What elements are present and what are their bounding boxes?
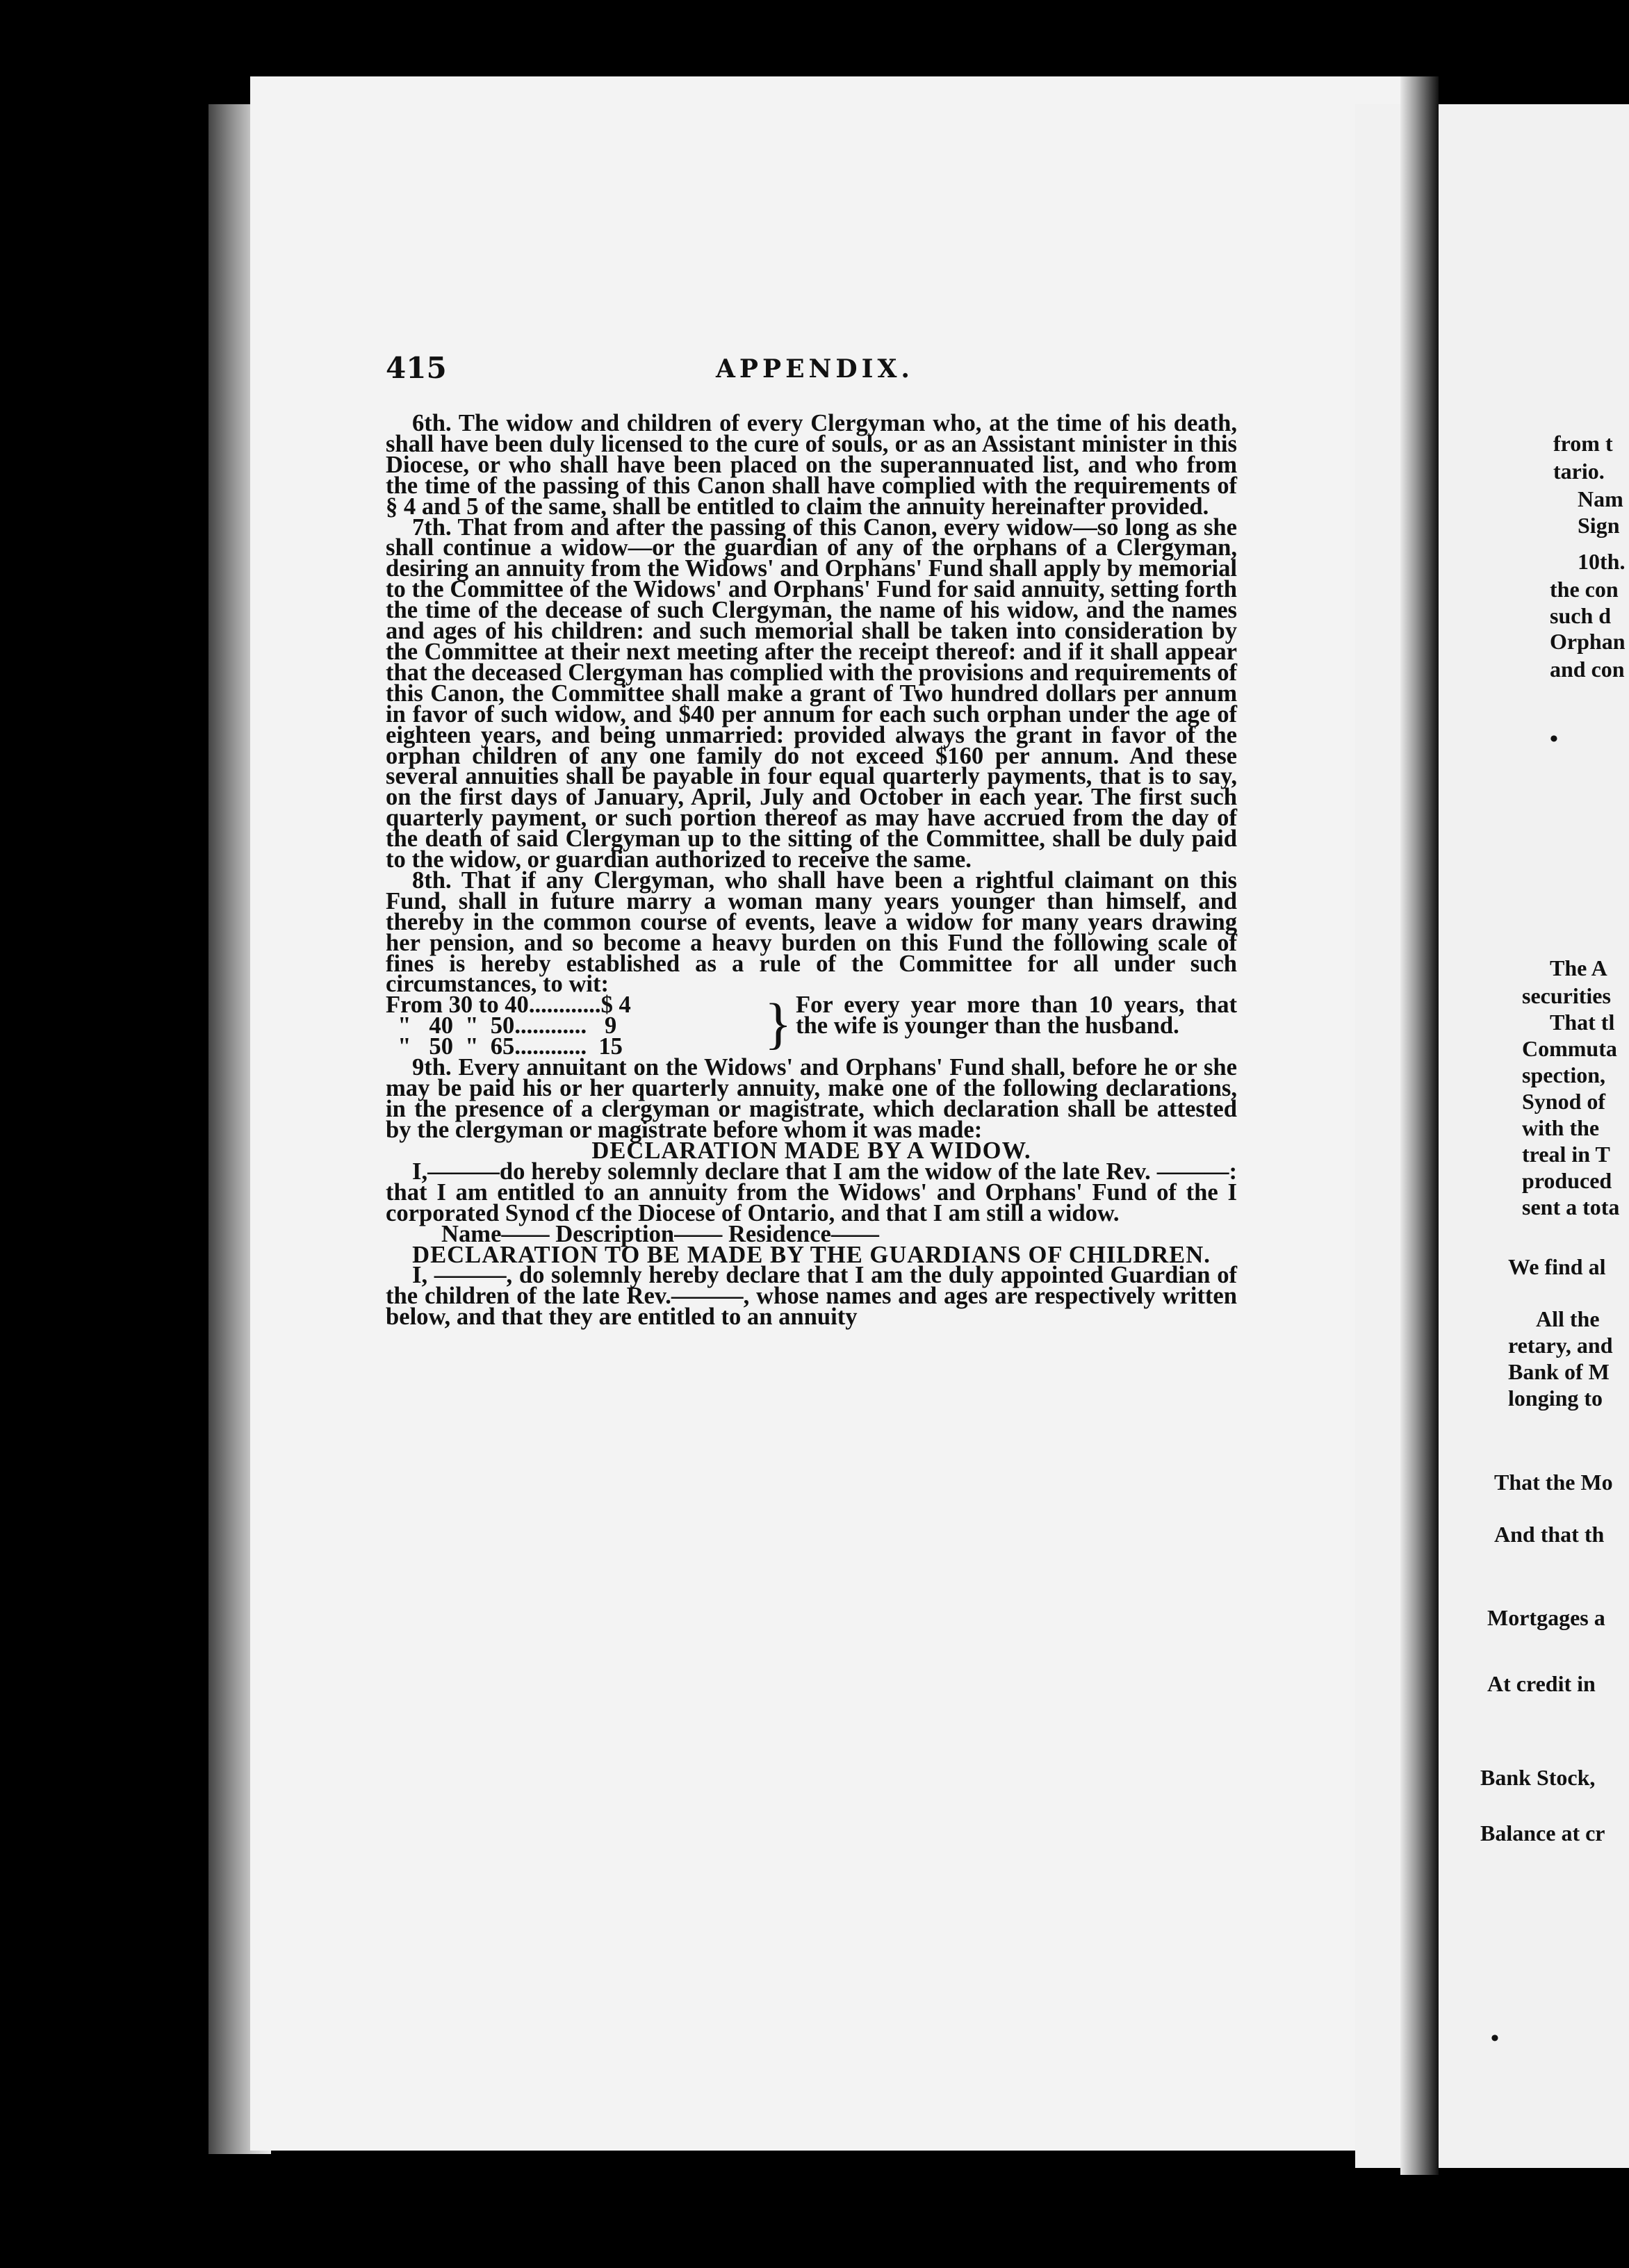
right-line: 10th.: [1578, 549, 1626, 574]
paragraph-6th: 6th. The widow and children of every Clergyman who, at the time of his death, shall have been duly licensed to the cure of souls, or as an Assistant minister in this Diocese, or who shall have been placed on the superannuated list, and who from the time of the passing of this Canon shall have complied with the requirements of § 4 and 5 of the same, shall be entitled to claim the annuity hereinafter provided.: [386, 410, 1237, 520]
fine-row: " 50 " 65............ 15: [386, 1033, 623, 1060]
bullet-mark-icon: •: [1550, 726, 1558, 752]
fines-rows: [386, 992, 761, 1060]
right-line: Orphan: [1550, 629, 1626, 654]
body-text: [386, 410, 1237, 1331]
paragraph-8th: 8th. That if any Clergyman, who shall have been a rightful claimant on this Fund, shall in future marry a woman many years younger than himself, and thereby in the common course of events, leave a widow for many years drawing her pension, and so become a heavy burden on this Fund the following scale of fines is hereby established as a rule of the Committee for all under such circumstances, to wit:: [386, 866, 1237, 998]
right-line: Balance at cr: [1480, 1821, 1605, 1846]
paragraph-7th: 7th. That from and after the passing of this Canon, every widow—so long as she shall continue a widow—or the guardian of any of the orphans of a Clergyman, desiring an annuity from the Widows' and Orphans' Fund shall apply by memorial to the Committee of the Widows' and Orphans' Fund for said annuity, setting forth the time of the decease of such Clergyman, the name of his widow, and the names and ages of his children: and such memorial shall be taken into consideration by the Committee at their next meeting after the receipt thereof: and if it shall appear that the deceased Clergyman has complied with the provisions and requirements of this Canon, the Committee shall make a grant of Two hundred dollars per annum in favor of such widow, and $40 per annum for each such orphan under the age of eighteen years, and being unmarried: provided always the grant in favor of the orphan children of any one family do not exceed $160 per annum. And these several annuities shall be payable in four equal quarterly payments, that is to say, on the first days of January, April, July and October in each year. The first such quarterly payment, or such portion thereof as may have accrued from the day of the death of said Clergyman up to the sitting of the Committee, shall be duly paid to the widow, or guardian authorized to receive the same.: [386, 513, 1237, 873]
right-line: Bank Stock,: [1480, 1765, 1596, 1790]
right-line: That tl: [1550, 1010, 1615, 1035]
curly-brace-icon: }: [764, 992, 792, 1055]
page-number: 415: [386, 351, 447, 385]
widow-signature-line: Name—— Description—— Residence——: [441, 1220, 880, 1247]
paragraph-9th: 9th. Every annuitant on the Widows' and Orphans' Fund shall, before he or she may be paid his or her quarterly annuity, make one of the following declarations, in the presence of a clergyman or magistrate, which declaration shall be attested by the clergyman or magistrate before whom it was made:: [386, 1054, 1237, 1144]
right-line: and con: [1550, 657, 1625, 682]
widow-declaration-text: I,———do hereby solemnly declare that I am the widow of the late Rev. ———: that I am entitled to an annuity from the Widows' and Orphans' Fund of the I corporated Synod cf the Diocese of Ontario, and that I am still a widow.: [386, 1158, 1237, 1226]
right-line: The A: [1550, 955, 1607, 980]
right-line: treal in T: [1522, 1142, 1610, 1167]
right-line: Bank of M: [1508, 1359, 1610, 1384]
right-line: That the Mo: [1494, 1470, 1613, 1495]
widow-declaration-heading: DECLARATION MADE BY A WIDOW.: [591, 1137, 1031, 1164]
running-head: [386, 351, 1237, 386]
right-line: such d: [1550, 603, 1612, 628]
right-line: from t: [1553, 431, 1613, 456]
fines-scale: [386, 992, 1237, 1060]
right-line: Sign: [1578, 513, 1620, 538]
right-line: tario.: [1553, 459, 1605, 484]
fine-row: From 30 to 40............$ 4: [386, 992, 631, 1019]
guardian-declaration-text: I, ———, do solemnly hereby declare that I am the duly appointed Guardian of the children of the late Rev.———, whose names and ages are respectively written below, and that they are entitled to an annuity: [386, 1262, 1237, 1331]
right-line: All the: [1536, 1306, 1600, 1331]
right-line: the con: [1550, 577, 1619, 602]
right-line: produced: [1522, 1168, 1612, 1193]
right-line: We find al: [1508, 1254, 1606, 1279]
right-line: retary, and: [1508, 1333, 1613, 1358]
right-line: securities: [1522, 983, 1611, 1008]
guardian-declaration-heading: DECLARATION TO BE MADE BY THE GUARDIANS OF CHILDREN.: [412, 1241, 1211, 1268]
right-line: with the: [1522, 1115, 1600, 1140]
right-line: Mortgages a: [1487, 1605, 1605, 1630]
right-line: At credit in: [1487, 1671, 1596, 1696]
right-line: sent a tota: [1522, 1194, 1620, 1219]
book-gutter: [1400, 76, 1439, 2175]
bullet-mark-icon: •: [1491, 2025, 1499, 2051]
right-line: Nam: [1578, 486, 1623, 511]
fine-row: " 40 " 50............ 9: [386, 1012, 617, 1040]
fines-note: For every year more than 10 years, that the wife is younger than the husband.: [796, 992, 1237, 1040]
running-header-title: APPENDIX.: [716, 354, 914, 384]
right-line: spection,: [1522, 1062, 1605, 1087]
right-line: Commuta: [1522, 1036, 1617, 1061]
right-line: And that th: [1494, 1522, 1605, 1547]
right-line: Synod of: [1522, 1089, 1606, 1114]
right-page-text: [1480, 0, 1629, 2268]
right-line: longing to: [1508, 1386, 1603, 1411]
